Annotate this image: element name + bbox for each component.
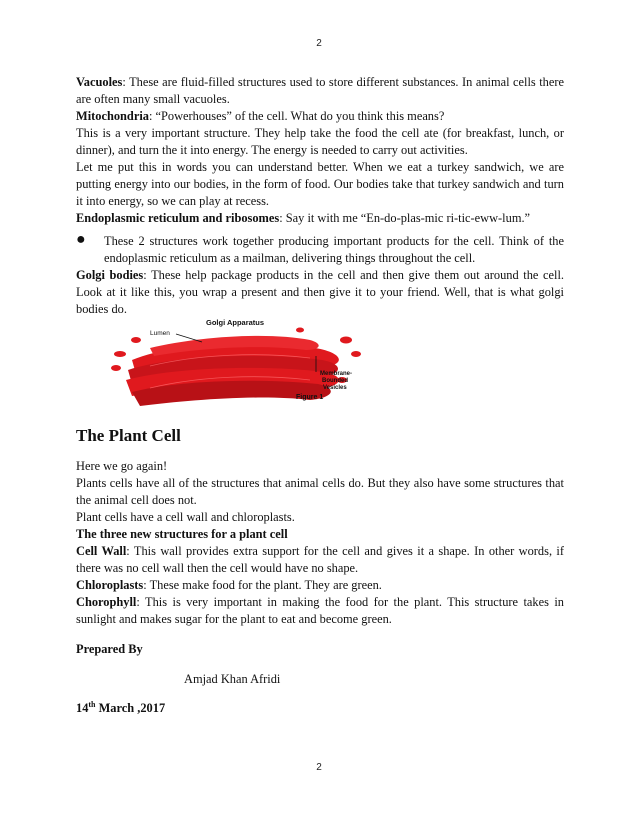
golgi-paragraph (76, 267, 564, 318)
golgi-text: : These help package products in the cell and then give them out around the cell. Look at it like this, you wrap a present and then give it to your friend. Well, that is what golgi bodies do. (76, 268, 564, 316)
bullet-item (76, 233, 564, 267)
page-number-top: 2 (316, 38, 322, 49)
section-plant-cell (76, 458, 564, 628)
chloroplasts-text: : These make food for the plant. They are green. (143, 578, 382, 592)
vesicles-label-3: Vesicles (323, 385, 347, 391)
plant-paragraph-3: Plant cells have a cell wall and chloroplasts. (76, 510, 295, 524)
cell-wall-text: : This wall provides extra support for the cell and gives it a shape. In other words, if there was no cell wall then the cell would have no shape. (76, 544, 564, 575)
mitochondria-text: : “Powerhouses” of the cell. What do you think this means? (148, 109, 445, 123)
plant-subheading: The three new structures for a plant cell (76, 527, 288, 541)
chloroplasts-term: Chloroplasts (76, 578, 144, 592)
vesicles-label-1: Membrane- (320, 371, 353, 377)
vacuoles-paragraph (76, 74, 564, 108)
page-number-bottom: 2 (316, 762, 322, 773)
plant-paragraph-2: Plants cells have all of the structures that animal cells do. But they also have some structures that the animal cell does not. (76, 476, 564, 507)
er-paragraph (76, 210, 564, 227)
cell-wall-paragraph (76, 543, 564, 577)
section-animal-cell-structures (76, 74, 564, 318)
bullet-icon: ● (76, 231, 86, 248)
prepared-by-label: Prepared By (76, 642, 143, 656)
figure-caption: Figure 1 (296, 394, 324, 401)
plant-paragraph-1: Here we go again! (76, 459, 168, 473)
chloroplasts-paragraph (76, 577, 564, 594)
mitochondria-paragraph-3: Let me put this in words you can understand better. When we eat a turkey sandwich, we are putting energy into our bodies, in the form of food. Our bodies take that turkey sandwich and turn it into energy, so we can play at recess. (76, 160, 564, 208)
golgi-term: Golgi bodies (76, 268, 144, 282)
mitochondria-paragraph (76, 108, 564, 125)
plant-cell-heading: The Plant Cell (76, 426, 181, 445)
er-term: Endoplasmic reticulum and ribosomes (76, 211, 280, 225)
bullet-text: These 2 structures work together producing important products for the cell. Think of the endoplasmic reticulum as a mailman, delivering things throughout the cell. (104, 234, 564, 265)
golgi-apparatus-figure (110, 318, 380, 418)
cell-wall-term: Cell Wall (76, 544, 127, 558)
chlorophyll-paragraph (76, 594, 564, 628)
vacuoles-text: : These are fluid-filled structures used to store different substances. In animal cells there are often many small vacuoles. (76, 75, 564, 106)
chlorophyll-text: : This is very important in making the food for the plant. This structure takes in sunlight and makes sugar for the plant to eat and become green. (76, 595, 564, 626)
chlorophyll-term: Chorophyll (76, 595, 137, 609)
er-text: : Say it with me “En-do-plas-mic ri-tic-eww-lum.” (279, 211, 531, 225)
author-name: Amjad Khan Afridi (184, 672, 281, 686)
figure-title: Golgi Apparatus (206, 318, 265, 327)
document-date: 14th March ,2017 (76, 700, 166, 716)
mitochondria-paragraph-2: This is a very important structure. They help take the food the cell ate (for breakfast, lunch, or dinner), and turn the it into energy. The energy is needed to carry out activities. (76, 126, 564, 157)
vesicles-label-2: Bounded (322, 378, 348, 384)
mitochondria-term: Mitochondria (76, 109, 149, 123)
lumen-label: Lumen (150, 330, 170, 337)
vacuoles-term: Vacuoles (76, 75, 123, 89)
